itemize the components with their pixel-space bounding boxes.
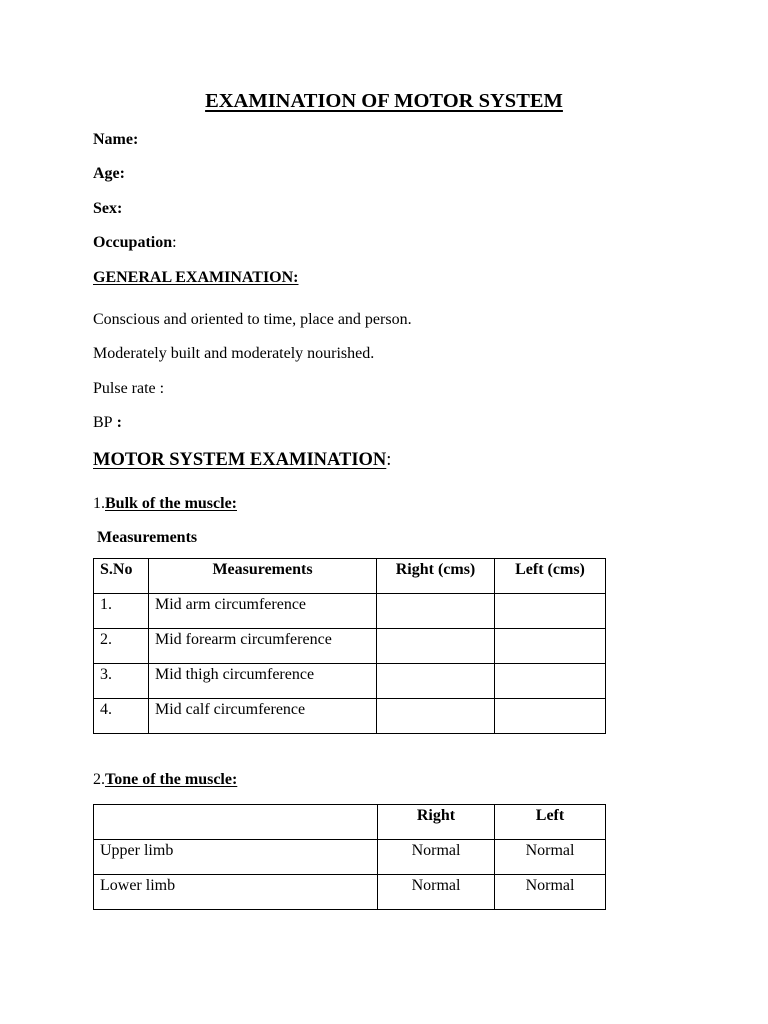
limb-cell: Lower limb — [94, 875, 378, 910]
bulk-heading: Bulk of the muscle: — [105, 495, 237, 512]
right-value-cell — [377, 664, 495, 699]
table-row — [94, 664, 606, 699]
bp-line — [93, 413, 122, 433]
table-header: Left — [495, 805, 606, 840]
page-title: EXAMINATION OF MOTOR SYSTEM — [205, 90, 563, 112]
occupation-line — [93, 233, 177, 253]
bulk-heading-line — [93, 494, 237, 514]
general-line-orientation: Conscious and oriented to time, place and person. — [93, 311, 412, 328]
left-value-cell — [495, 699, 606, 734]
left-value-cell — [495, 594, 606, 629]
right-tone-cell: Normal — [378, 875, 495, 910]
table-header: Left (cms) — [495, 559, 606, 594]
table-row — [94, 699, 606, 734]
general-examination-heading: GENERAL EXAMINATION: — [93, 269, 299, 286]
sno-cell: 2. — [94, 629, 149, 664]
occupation-colon: : — [172, 234, 177, 251]
table-header-row — [94, 805, 606, 840]
left-value-cell — [495, 664, 606, 699]
table-header — [94, 805, 378, 840]
age-label: Age: — [93, 165, 125, 182]
motor-system-heading-colon: : — [386, 450, 392, 470]
table-header: Right — [378, 805, 495, 840]
bulk-number: 1. — [93, 495, 105, 512]
sno-cell: 3. — [94, 664, 149, 699]
left-tone-cell: Normal — [495, 875, 606, 910]
right-tone-cell: Normal — [378, 840, 495, 875]
tone-heading-line — [93, 770, 237, 790]
measurement-cell: Mid arm circumference — [149, 594, 377, 629]
measurement-cell: Mid forearm circumference — [149, 629, 377, 664]
name-label: Name: — [93, 131, 139, 148]
table-row — [94, 840, 606, 875]
table-header: Measurements — [149, 559, 377, 594]
left-tone-cell: Normal — [495, 840, 606, 875]
bp-label: BP — [93, 414, 113, 431]
bp-colon: : — [112, 414, 122, 431]
table-row — [94, 594, 606, 629]
sex-label: Sex: — [93, 200, 123, 217]
measurement-cell: Mid thigh circumference — [149, 664, 377, 699]
right-value-cell — [377, 629, 495, 664]
table-row — [94, 629, 606, 664]
motor-system-heading-line — [93, 448, 391, 472]
muscle-tone-table — [93, 804, 606, 910]
table-header-row — [94, 559, 606, 594]
bulk-measurements-table — [93, 558, 606, 734]
tone-heading: Tone of the muscle: — [105, 771, 238, 788]
right-value-cell — [377, 594, 495, 629]
measurements-subheading: Measurements — [97, 529, 198, 546]
occupation-label: Occupation — [93, 234, 173, 251]
sno-cell: 1. — [94, 594, 149, 629]
left-value-cell — [495, 629, 606, 664]
table-row — [94, 875, 606, 910]
right-value-cell — [377, 699, 495, 734]
table-header: Right (cms) — [377, 559, 495, 594]
table-header: S.No — [94, 559, 149, 594]
limb-cell: Upper limb — [94, 840, 378, 875]
pulse-rate-label: Pulse rate : — [93, 380, 165, 397]
motor-system-heading: MOTOR SYSTEM EXAMINATION — [93, 450, 387, 470]
sno-cell: 4. — [94, 699, 149, 734]
general-line-build: Moderately built and moderately nourished. — [93, 345, 375, 362]
tone-number: 2. — [93, 771, 105, 788]
measurement-cell: Mid calf circumference — [149, 699, 377, 734]
